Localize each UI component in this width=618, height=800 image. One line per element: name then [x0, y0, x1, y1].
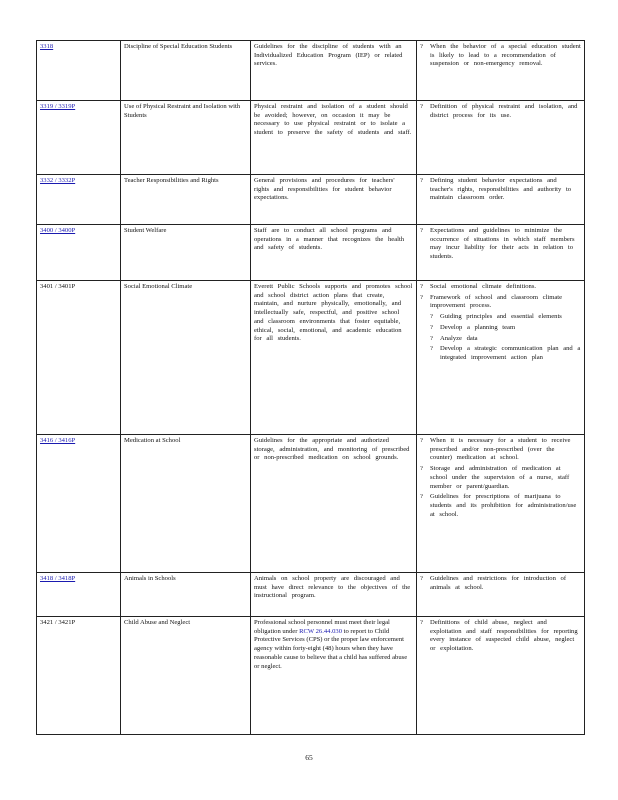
bullet-icon: ?	[430, 323, 433, 331]
policy-number-link[interactable]: 3421 / 3421P	[40, 619, 76, 626]
policy-title-cell	[121, 435, 251, 573]
policy-page	[36, 40, 584, 735]
policy-title: Student Welfare	[124, 227, 167, 234]
policy-number-cell	[37, 225, 121, 281]
policy-summary-cell	[251, 573, 417, 617]
policy-summary: Animals on school property are discouraged and must have direct relevance to the objectives of the instructional program.	[254, 575, 411, 600]
rcw-link[interactable]: RCW 26.44.030	[299, 627, 342, 635]
policy-summary: Physical restraint and isolation of a student should be avoided; however, on occasion it may be necessary to use physical restraint or to isolate a student to preserve the safety of students and staff.	[254, 103, 412, 137]
description-item	[420, 177, 581, 203]
policy-summary: Staff are to conduct all school programs and operations in a manner that recognizes the health and safety of students.	[254, 227, 405, 252]
policy-title: Child Abuse and Neglect	[124, 619, 191, 626]
bullet-icon: ?	[420, 43, 423, 50]
policy-summary: General provisions and procedures for teachers' rights and responsibilities for student behavior expectations.	[254, 177, 395, 202]
policy-number-link[interactable]: 3319 / 3319P	[40, 103, 76, 110]
policy-summary-cell	[251, 435, 417, 573]
policy-row	[37, 101, 585, 175]
policy-row	[37, 225, 585, 281]
policy-title-cell	[121, 573, 251, 617]
description-text: When the behavior of a special education student is likely to lead to a recommendation of suspension or non-emergency removal.	[430, 43, 581, 68]
policy-row	[37, 573, 585, 617]
bullet-icon: ?	[420, 227, 423, 234]
policy-summary: Guidelines for the discipline of students with an Individualized Education Program (IEP) or related services.	[254, 43, 403, 68]
bullet-icon: ?	[430, 345, 433, 353]
policy-description-cell	[417, 101, 585, 175]
bullet-icon: ?	[420, 293, 423, 301]
policy-number-cell	[37, 573, 121, 617]
policy-row	[37, 617, 585, 735]
description-text: Develop a strategic communication plan and a integrated improvement action plan	[440, 345, 581, 361]
policy-number-cell	[37, 41, 121, 101]
description-item	[420, 313, 581, 322]
policy-number-cell	[37, 175, 121, 225]
page-number: 65	[305, 753, 313, 762]
policy-table	[36, 40, 585, 735]
description-text: Definition of physical restraint and isolation, and district process for its use.	[430, 103, 578, 119]
description-item	[420, 345, 581, 362]
policy-number-cell	[37, 101, 121, 175]
description-text: Defining student behavior expectations and teacher's rights, responsibilities and authority to maintain classroom order.	[430, 177, 572, 202]
description-text: Storage and administration of medication at school under the supervision of a nurse, staff member or parent/guardian.	[430, 465, 570, 490]
policy-title-cell	[121, 225, 251, 281]
bullet-icon: ?	[420, 103, 423, 110]
policy-number-cell	[37, 617, 121, 735]
description-text: Develop a planning team	[440, 323, 516, 331]
bullet-icon: ?	[420, 465, 423, 473]
policy-summary-cell	[251, 175, 417, 225]
policy-number-link[interactable]: 3318	[40, 43, 54, 50]
policy-description-cell	[417, 225, 585, 281]
description-item	[420, 283, 581, 292]
policy-row	[37, 41, 585, 101]
bullet-icon: ?	[420, 493, 423, 501]
policy-number-cell	[37, 435, 121, 573]
description-text: When it is necessary for a student to receive prescribed and/or non-prescribed (over the counter) medication at school.	[430, 437, 571, 462]
policy-title-cell	[121, 41, 251, 101]
description-text: Guidelines for prescriptions of marijuana to students and its prohibition for administration/use at school.	[430, 493, 577, 518]
policy-title-cell	[121, 617, 251, 735]
policy-summary-cell	[251, 281, 417, 435]
policy-row	[37, 175, 585, 225]
description-item	[420, 619, 581, 654]
bullet-icon: ?	[420, 575, 423, 582]
description-text: Expectations and guidelines to minimize the occurrence of situations in which staff members may incur liability for their acts in relation to students.	[430, 227, 575, 261]
bullet-icon: ?	[420, 437, 423, 444]
policy-summary-text: Professional school personnel must meet their legal obligation under	[254, 619, 390, 635]
description-text: Framework of school and classroom climate improvement process.	[430, 293, 563, 310]
description-item	[420, 437, 581, 463]
policy-summary: Guidelines for the appropriate and authorized storage, administration, and monitoring of prescribed or non-prescribed medication on school grounds.	[254, 437, 410, 462]
bullet-icon: ?	[420, 283, 423, 290]
policy-summary-cell	[251, 101, 417, 175]
description-item	[420, 294, 581, 311]
bullet-icon: ?	[420, 619, 423, 626]
description-item	[420, 43, 581, 69]
policy-description-cell	[417, 41, 585, 101]
policy-number-link[interactable]: 3416 / 3416P	[40, 437, 76, 444]
policy-description-cell	[417, 617, 585, 735]
policy-title-cell	[121, 175, 251, 225]
description-item	[420, 324, 581, 333]
description-text: Guiding principles and essential elements	[440, 313, 562, 321]
policy-number-link[interactable]: 3401 / 3401P	[40, 283, 76, 290]
policy-title: Teacher Responsibilities and Rights	[124, 177, 219, 184]
policy-row	[37, 435, 585, 573]
description-text: Social emotional climate definitions.	[430, 283, 537, 290]
policy-title-cell	[121, 281, 251, 435]
policy-summary-cell	[251, 41, 417, 101]
policy-description-cell	[417, 281, 585, 435]
description-item	[420, 103, 581, 120]
description-text: Definitions of child abuse, neglect and exploitation and staff responsibilities for reporting every instance of suspected child abuse, neglect or exploitation.	[430, 619, 578, 653]
description-item	[420, 575, 581, 592]
policy-description-cell	[417, 435, 585, 573]
policy-number-link[interactable]: 3418 / 3418P	[40, 575, 76, 582]
policy-title: Medication at School	[124, 437, 181, 444]
policy-summary-text: to report to Child Protective Services (CPS) or the proper law enforcement agency within forty-eight (48) hours when they have reasonable cause to believe that a child has suffered abuse or neglect.	[254, 627, 408, 670]
bullet-icon: ?	[430, 313, 433, 321]
description-item	[420, 227, 581, 262]
description-item	[420, 493, 581, 519]
policy-title: Social Emotional Climate	[124, 283, 193, 290]
policy-description-cell	[417, 175, 585, 225]
policy-title-cell	[121, 101, 251, 175]
bullet-icon: ?	[420, 177, 423, 184]
bullet-icon: ?	[430, 334, 433, 342]
policy-title: Discipline of Special Education Students	[124, 43, 233, 50]
policy-summary-cell	[251, 617, 417, 735]
policy-title: Animals in Schools	[124, 575, 176, 582]
policy-number-link[interactable]: 3332 / 3332P	[40, 177, 76, 184]
description-item	[420, 335, 581, 344]
description-text: Analyze data	[440, 334, 478, 342]
policy-description-cell	[417, 573, 585, 617]
description-text: Guidelines and restrictions for introduction of animals at school.	[430, 575, 567, 591]
policy-title: Use of Physical Restraint and Isolation with Students	[124, 103, 241, 119]
policy-number-cell	[37, 281, 121, 435]
policy-summary: Everett Public Schools supports and promotes school and school district action plans that create, maintain, and nurture physically, emotionally, and intellectually safe, respectful, and positive school and classroom environments that foster equitable, ethical, social, emotional, and academic education for all students.	[254, 283, 413, 343]
policy-row	[37, 281, 585, 435]
policy-summary-cell	[251, 225, 417, 281]
policy-number-link[interactable]: 3400 / 3400P	[40, 227, 76, 234]
description-item	[420, 465, 581, 491]
